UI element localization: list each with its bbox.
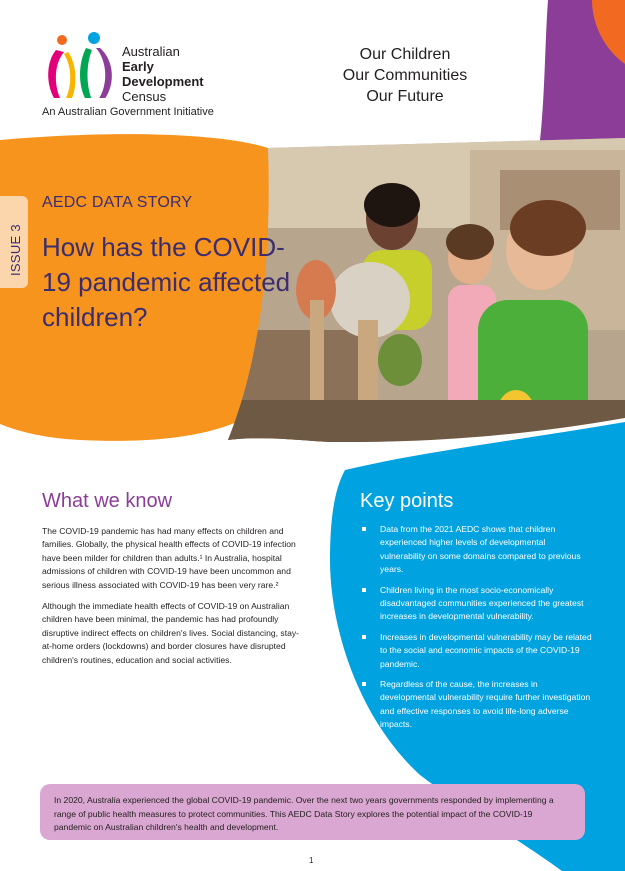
key-points-heading: Key points [360, 490, 454, 512]
what-we-know-paragraph: The COVID-19 pandemic has had many effects on children and families. Globally, the physical health effects of COVID-19 infection have been milder for children than adults.¹ In Australia, hospital admissions of children with COVID-19 have been uncommon and serious illness associated with COVID-19 has been very rare.² [42, 526, 296, 590]
tagline-row-3: Our Future [366, 88, 444, 105]
aedc-figures-icon [42, 32, 120, 102]
logo-line-australian: Australian [122, 44, 180, 59]
tagline-row-2: Our Communities [342, 67, 468, 84]
tagline [320, 44, 490, 107]
bullet-icon [362, 588, 366, 592]
key-points-list [360, 523, 592, 739]
key-point-item: Children living in the most socio-economically disadvantaged communities experienced the greatest increases in developmental vulnerability. [360, 584, 592, 624]
what-we-know-heading: What we know [42, 490, 173, 512]
tagline-row-1: Our Children [359, 46, 451, 63]
page-number: 1 [309, 856, 314, 865]
logo-line-census: Census [122, 89, 167, 104]
logo-subtitle: An Australian Government Initiative [42, 106, 214, 118]
what-we-know-body [42, 525, 300, 675]
key-point-item: Increases in developmental vulnerability may be related to the social and economic impacts of the COVID-19 pandemic. [360, 631, 592, 671]
issue-label: ISSUE 3 [8, 224, 23, 276]
aedc-logo[interactable] [42, 30, 232, 120]
logo-line-development: Development [122, 74, 204, 89]
bullet-icon [362, 682, 366, 686]
story-label: AEDC DATA STORY [42, 194, 193, 211]
key-point-item: Regardless of the cause, the increases in developmental vulnerability require further investigation and effective responses to avoid life-long adverse impacts. [360, 678, 592, 732]
intro-callout: In 2020, Australia experienced the global COVID-19 pandemic. Over the next two years governments responded by implementing a range of public health measures to protect communities. This AEDC Data Story explores the potential impact of the COVID-19 pandemic on Australian children's health and development. [40, 784, 585, 840]
bullet-icon [362, 635, 366, 639]
what-we-know-paragraph: Although the immediate health effects of COVID-19 on Australian children have been minimal, the pandemic has had profoundly disruptive indirect effects on children's lives. Social distancing, stay-at-home orders (lockdowns) and border closures have disrupted children's routines, education and social activities. [42, 601, 300, 665]
bullet-icon [362, 527, 366, 531]
logo-wordmark [122, 44, 204, 104]
page-title: How has the COVID-19 pandemic affected children? [42, 232, 291, 332]
key-point-item: Data from the 2021 AEDC shows that children experienced higher levels of developmental vulnerability on some domains compared to previous years. [360, 523, 592, 577]
logo-line-early: Early [122, 59, 154, 74]
